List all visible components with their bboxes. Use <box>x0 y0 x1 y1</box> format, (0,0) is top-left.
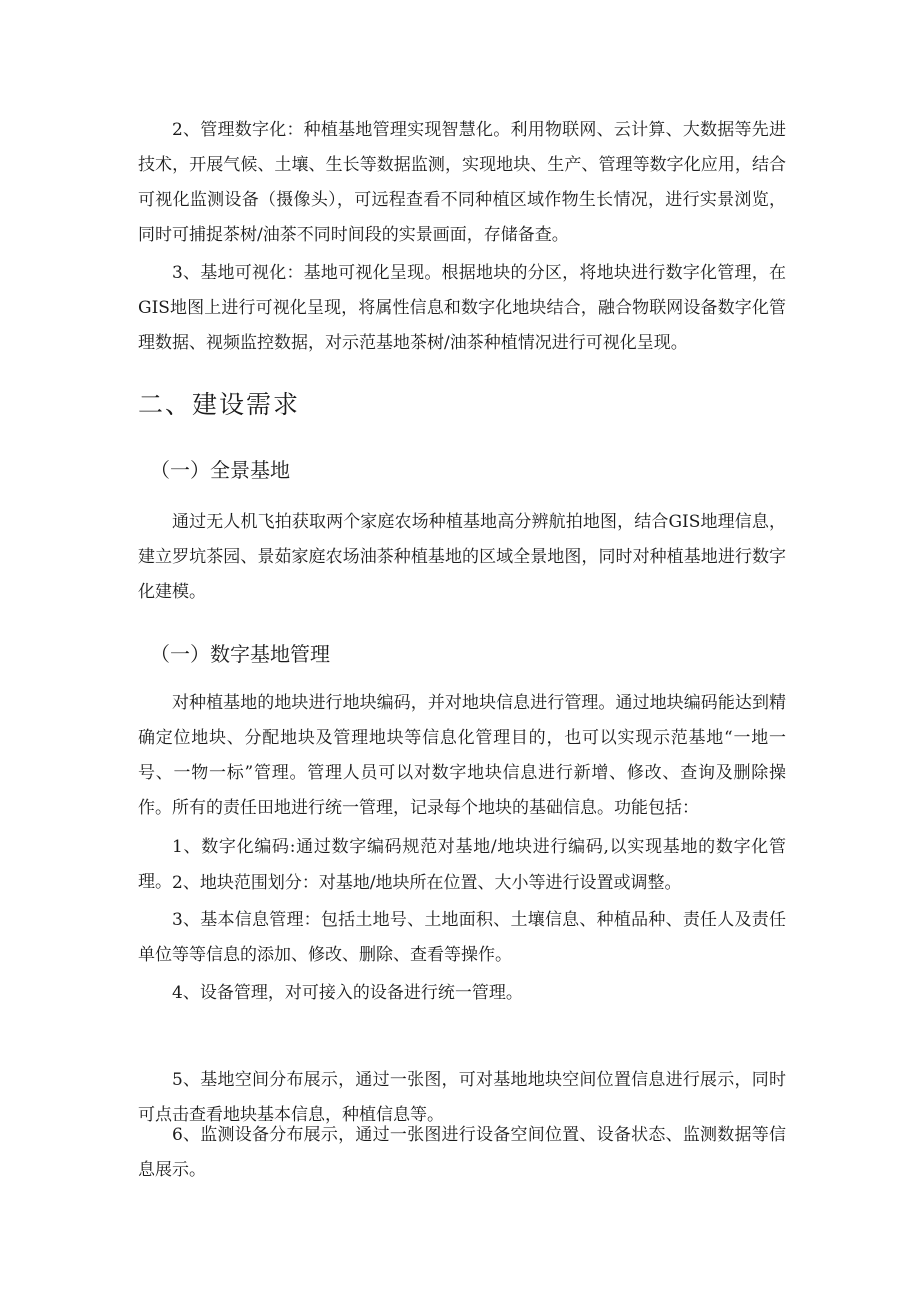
list-item-spatial-distribution: 5、基地空间分布展示，通过一张图，可对基地地块空间位置信息进行展示，同时可点击查看地块基本信息，种植信息等。 <box>138 1070 786 1125</box>
list-item-plot-division: 2、地块范围划分：对基地/地块所在位置、大小等进行设置或调整。 <box>172 873 682 893</box>
paragraph-base-visualization: 3、基地可视化：基地可视化呈现。根据地块的分区，将地块进行数字化管理，在GIS地图上进行可视化呈现，将属性信息和数字化地块结合，融合物联网设备数字化管理数据、视频监控数据，对示范基地茶树/油茶种植情况进行可视化呈现。 <box>138 263 786 353</box>
list-item-basic-info: 3、基本信息管理：包括土地号、土地面积、土壤信息、种植品种、责任人及责任单位等等信息的添加、修改、删除、查看等操作。 <box>138 910 786 965</box>
list-item-device-management: 4、设备管理，对可接入的设备进行统一管理。 <box>172 983 523 1003</box>
subsection-heading-digital-management: （一）数字基地管理 <box>150 642 330 666</box>
paragraph-management-digitalization: 2、管理数字化：种植基地管理实现智慧化。利用物联网、云计算、大数据等先进技术，开展气候、土壤、生长等数据监测，实现地块、生产、管理等数字化应用，结合可视化监测设备（摄像头），可远程查看不同种植区域作物生长情况，进行实景浏览，同时可捕捉茶树/油茶不同时间段的实景画面，存储备查。 <box>138 120 786 245</box>
section-heading: 二、建设需求 <box>138 390 301 419</box>
paragraph-panorama: 通过无人机飞拍获取两个家庭农场种植基地高分辨航拍地图，结合GIS地理信息，建立罗坑茶园、景茹家庭农场油茶种植基地的区域全景地图，同时对种植基地进行数字化建模。 <box>138 512 786 602</box>
subsection-heading-panorama: （一）全景基地 <box>150 458 290 482</box>
paragraph-digital-management-intro: 对种植基地的地块进行地块编码，并对地块信息进行管理。通过地块编码能达到精确定位地块、分配地块及管理地块等信息化管理目的，也可以实现示范基地“一地一号、一物一标”管理。管理人员可以对数字地块信息进行新增、修改、查询及删除操作。所有的责任田地进行统一管理，记录每个地块的基础信息。功能包括： <box>138 693 786 818</box>
list-item-digital-coding: 1、数字化编码:通过数字编码规范对基地/地块进行编码,以实现基地的数字化管理。 <box>138 837 786 892</box>
list-item-monitoring-distribution: 6、监测设备分布展示，通过一张图进行设备空间位置、设备状态、监测数据等信息展示。 <box>138 1125 786 1180</box>
